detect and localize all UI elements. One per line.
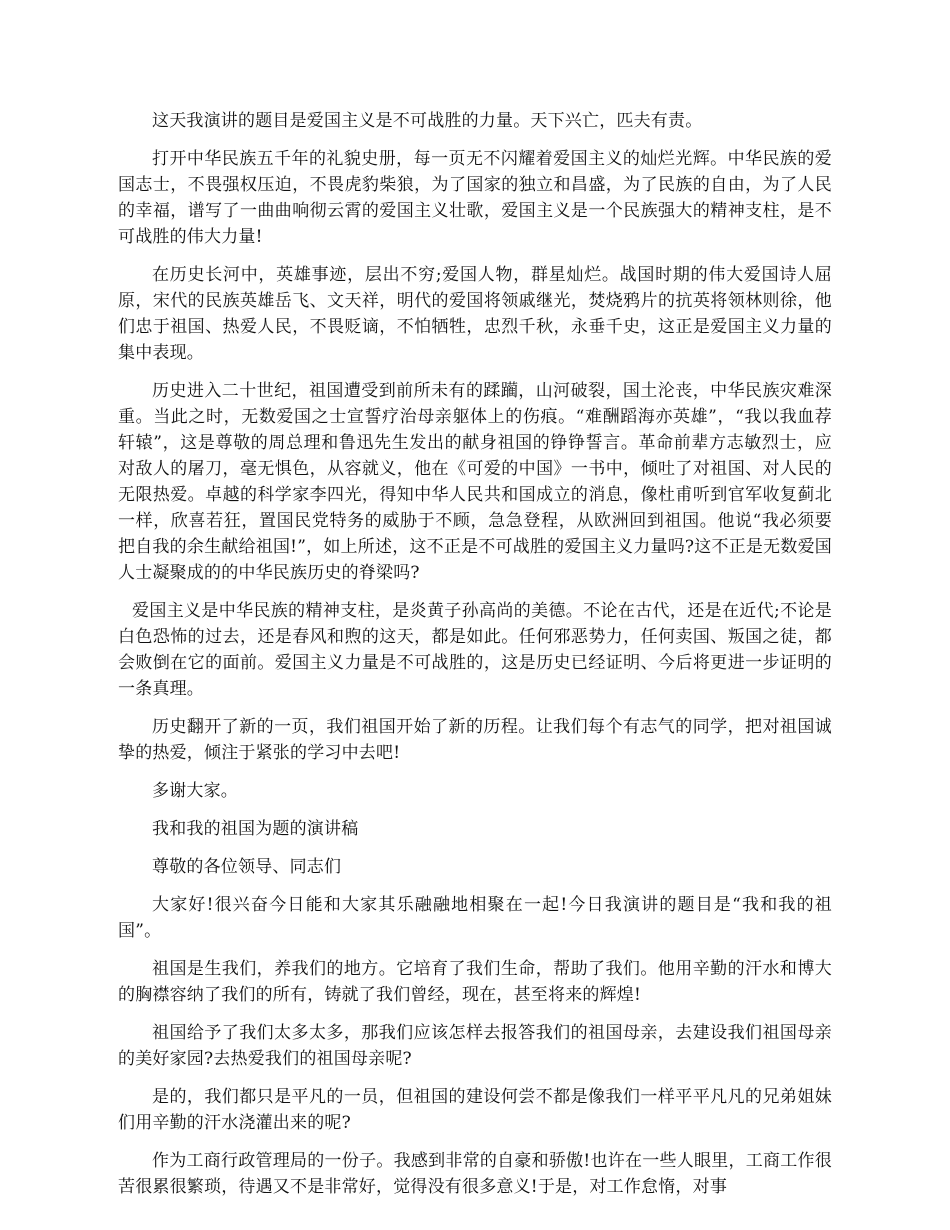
paragraph-1: 这天我演讲的题目是爱国主义是不可战胜的力量。天下兴亡，匹夫有责。 xyxy=(152,111,703,131)
paragraph-3: 在历史长河中，英雄事迹，层出不穷;爱国人物，群星灿烂。战国时期的伟大爱国诗人屈原，宋代的民族英雄岳飞、文天祥，明代的爱国将领戚继光，焚烧鸦片的抗英将领林则徐，他们忠于祖国、热爱人民，不畏贬谪，不怕牺牲，忠烈千秋，永垂千史，这正是爱国主义力量的集中表现。 xyxy=(118,265,832,363)
paragraph-5: 爱国主义是中华民族的精神支柱，是炎黄子孙高尚的美德。不论在古代，还是在近代;不论是白色恐怖的过去，还是春风和煦的这天，都是如此。任何邪恶势力，任何卖国、叛国之徒，都会败倒在它的面前。爱国主义力量是不可战胜的，这是历史已经证明、今后将更进一步证明的一条真理。 xyxy=(118,601,832,699)
paragraph-12: 祖国给予了我们太多太多，那我们应该怎样去报答我们的祖国母亲，去建设我们祖国母亲的美好家园?去热爱我们的祖国母亲呢? xyxy=(118,1023,832,1069)
paragraph-6: 历史翻开了新的一页，我们祖国开始了新的历程。让我们每个有志气的同学，把对祖国诚挚的热爱，倾注于紧张的学习中去吧! xyxy=(118,717,832,763)
salutation: 尊敬的各位领导、同志们 xyxy=(152,857,342,877)
paragraph-4: 历史进入二十世纪，祖国遭受到前所未有的蹂躏，山河破裂，国土沦丧，中华民族灾难深重。当此之时，无数爱国之士宣誓疗治母亲躯体上的伤痕。“难酬蹈海亦英雄”，“我以我血荐轩辕”，这是尊敬的周总理和鲁迅先生发出的献身祖国的铮铮誓言。革命前辈方志敏烈士，应对敌人的屠刀，毫无惧色，从容就义，他在《可爱的中国》一书中，倾吐了对祖国、对人民的无限热爱。卓越的科学家李四光，得知中华人民共和国成立的消息，像杜甫听到官军收复蓟北一样，欣喜若狂，置国民党特务的威胁于不顾，急急登程，从欧洲回到祖国。他说“我必须要把自我的余生献给祖国!”，如上所述，这不正是不可战胜的爱国主义力量吗?这不正是无数爱国人士凝聚成的的中华民族历史的脊梁吗? xyxy=(118,381,832,583)
paragraph-2: 打开中华民族五千年的礼貌史册，每一页无不闪耀着爱国主义的灿烂光辉。中华民族的爱国志士，不畏强权压迫，不畏虎豹柴狼，为了国家的独立和昌盛，为了民族的自由，为了人民的幸福，谱写了一曲曲响彻云霄的爱国主义壮歌，爱国主义是一个民族强大的精神支柱，是不可战胜的伟大力量! xyxy=(118,149,832,247)
speech-title: 我和我的祖国为题的演讲稿 xyxy=(152,819,359,839)
paragraph-10: 大家好!很兴奋今日能和大家其乐融融地相聚在一起!今日我演讲的题目是“我和我的祖国”。 xyxy=(118,895,832,941)
paragraph-14: 作为工商行政管理局的一份子。我感到非常的自豪和骄傲!也许在一些人眼里，工商工作很苦很累很繁琐，待遇又不是非常好，觉得没有很多意义!于是，对工作怠惰，对事 xyxy=(118,1151,832,1197)
paragraph-11: 祖国是生我们，养我们的地方。它培育了我们生命，帮助了我们。他用辛勤的汗水和博大的胸襟容纳了我们的所有，铸就了我们曾经，现在，甚至将来的辉煌! xyxy=(118,959,832,1005)
paragraph-13: 是的，我们都只是平凡的一员，但祖国的建设何尝不都是像我们一样平平凡凡的兄弟姐妹们用辛勤的汗水浇灌出来的呢? xyxy=(118,1087,832,1133)
paragraph-7: 多谢大家。 xyxy=(152,781,238,801)
